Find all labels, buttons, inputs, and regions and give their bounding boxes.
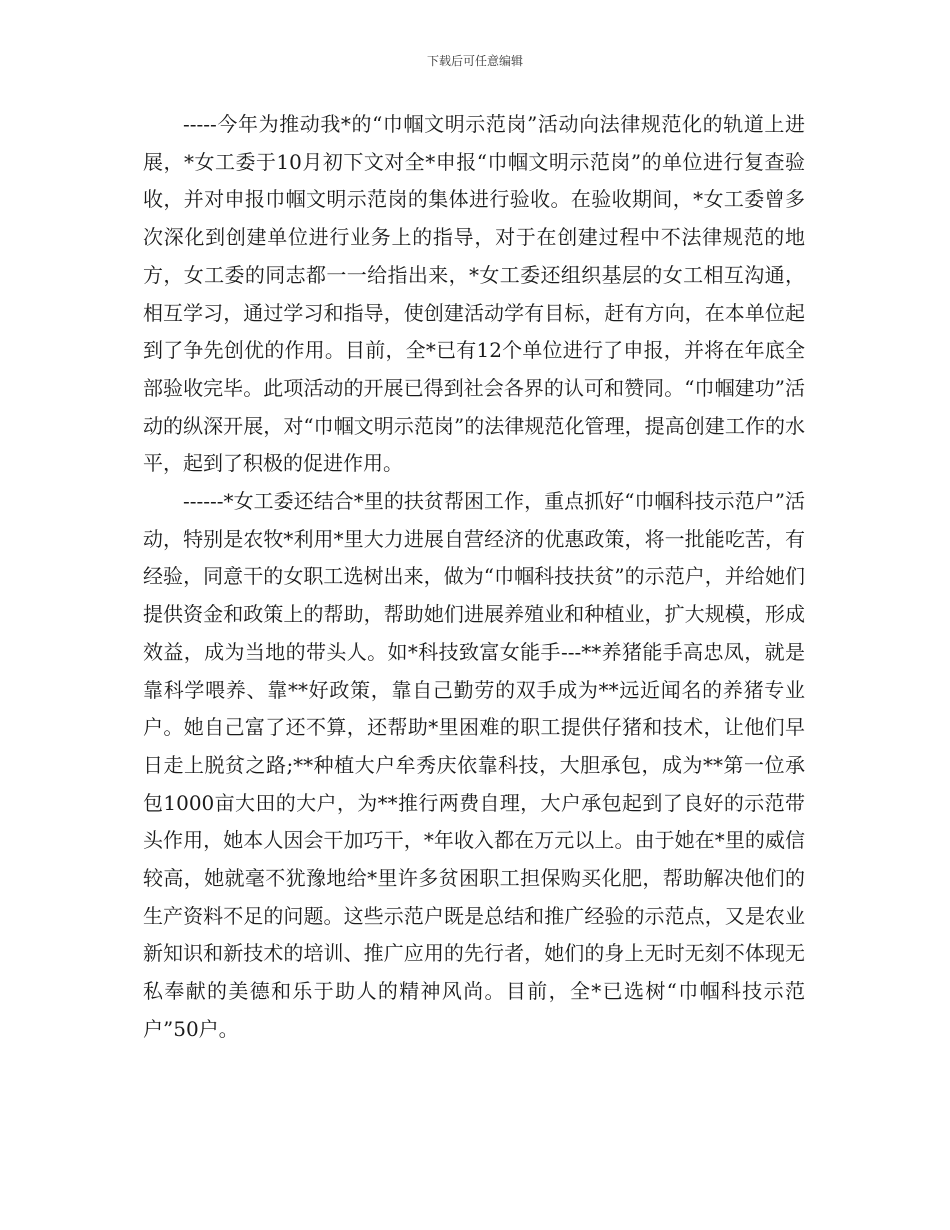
paragraph-women-model-post: -----今年为推动我*的“巾帼文明示范岗”活动向法律规范化的轨道上进展，*女工委于10月初下文对全*申报“巾帼文明示范岗”的单位进行复查验收，并对申报巾帼文明示范岗的集体进行验收。在验收期间，*女工委曾多次深化到创建单位进行业务上的指导，对于在创建过程中不法律规范的地方，女工委的同志都一一给指出来，*女工委还组织基层的女工相互沟通，相互学习，通过学习和指导，使创建活动学有目标，赶有方向，在本单位起到了争先创优的作用。目前，全*已有12个单位进行了申报，并将在年底全部验收完毕。此项活动的开展已得到社会各界的认可和赞同。“巾帼建功”活动的纵深开展，对“巾帼文明示范岗”的法律规范化管理，提高创建工作的水平，起到了积极的促进作用。 <box>143 112 805 476</box>
page-header: 下载后可任意编辑 <box>426 54 523 68</box>
paragraph-women-tech-household: ------*女工委还结合*里的扶贫帮困工作，重点抓好“巾帼科技示范户”活动，特别是农牧*利用*里大力进展自营经济的优惠政策，将一批能吃苦，有经验，同意干的女职工选树出来，做为“巾帼科技扶贫”的示范户，并给她们提供资金和政策上的帮助，帮助她们进展养殖业和种植业，扩大规模，形成效益，成为当地的带头人。如*科技致富女能手---**养猪能手高忠凤，就是靠科学喂养、靠**好政策，靠自己勤劳的双手成为**远近闻名的养猪专业户。她自己富了还不算，还帮助*里困难的职工提供仔猪和技术，让他们早日走上脱贫之路;**种植大户牟秀庆依靠科技，大胆承包，成为**第一位承包1000亩大田的大户，为**推行两费自理，大户承包起到了良好的示范带头作用，她本人因会干加巧干，*年收入都在万元以上。由于她在*里的威信较高，她就毫不犹豫地给*里许多贫困职工担保购买化肥，帮助解决他们的生产资料不足的问题。这些示范户既是总结和推广经验的示范点，又是农业新知识和新技术的培训、推广应用的先行者，她们的身上无时无刻不体现无私奉献的美德和乐于助人的精神风尚。目前，全*已选树“巾帼科技示范户”50户。 <box>143 489 805 1041</box>
document-body <box>143 106 805 1049</box>
